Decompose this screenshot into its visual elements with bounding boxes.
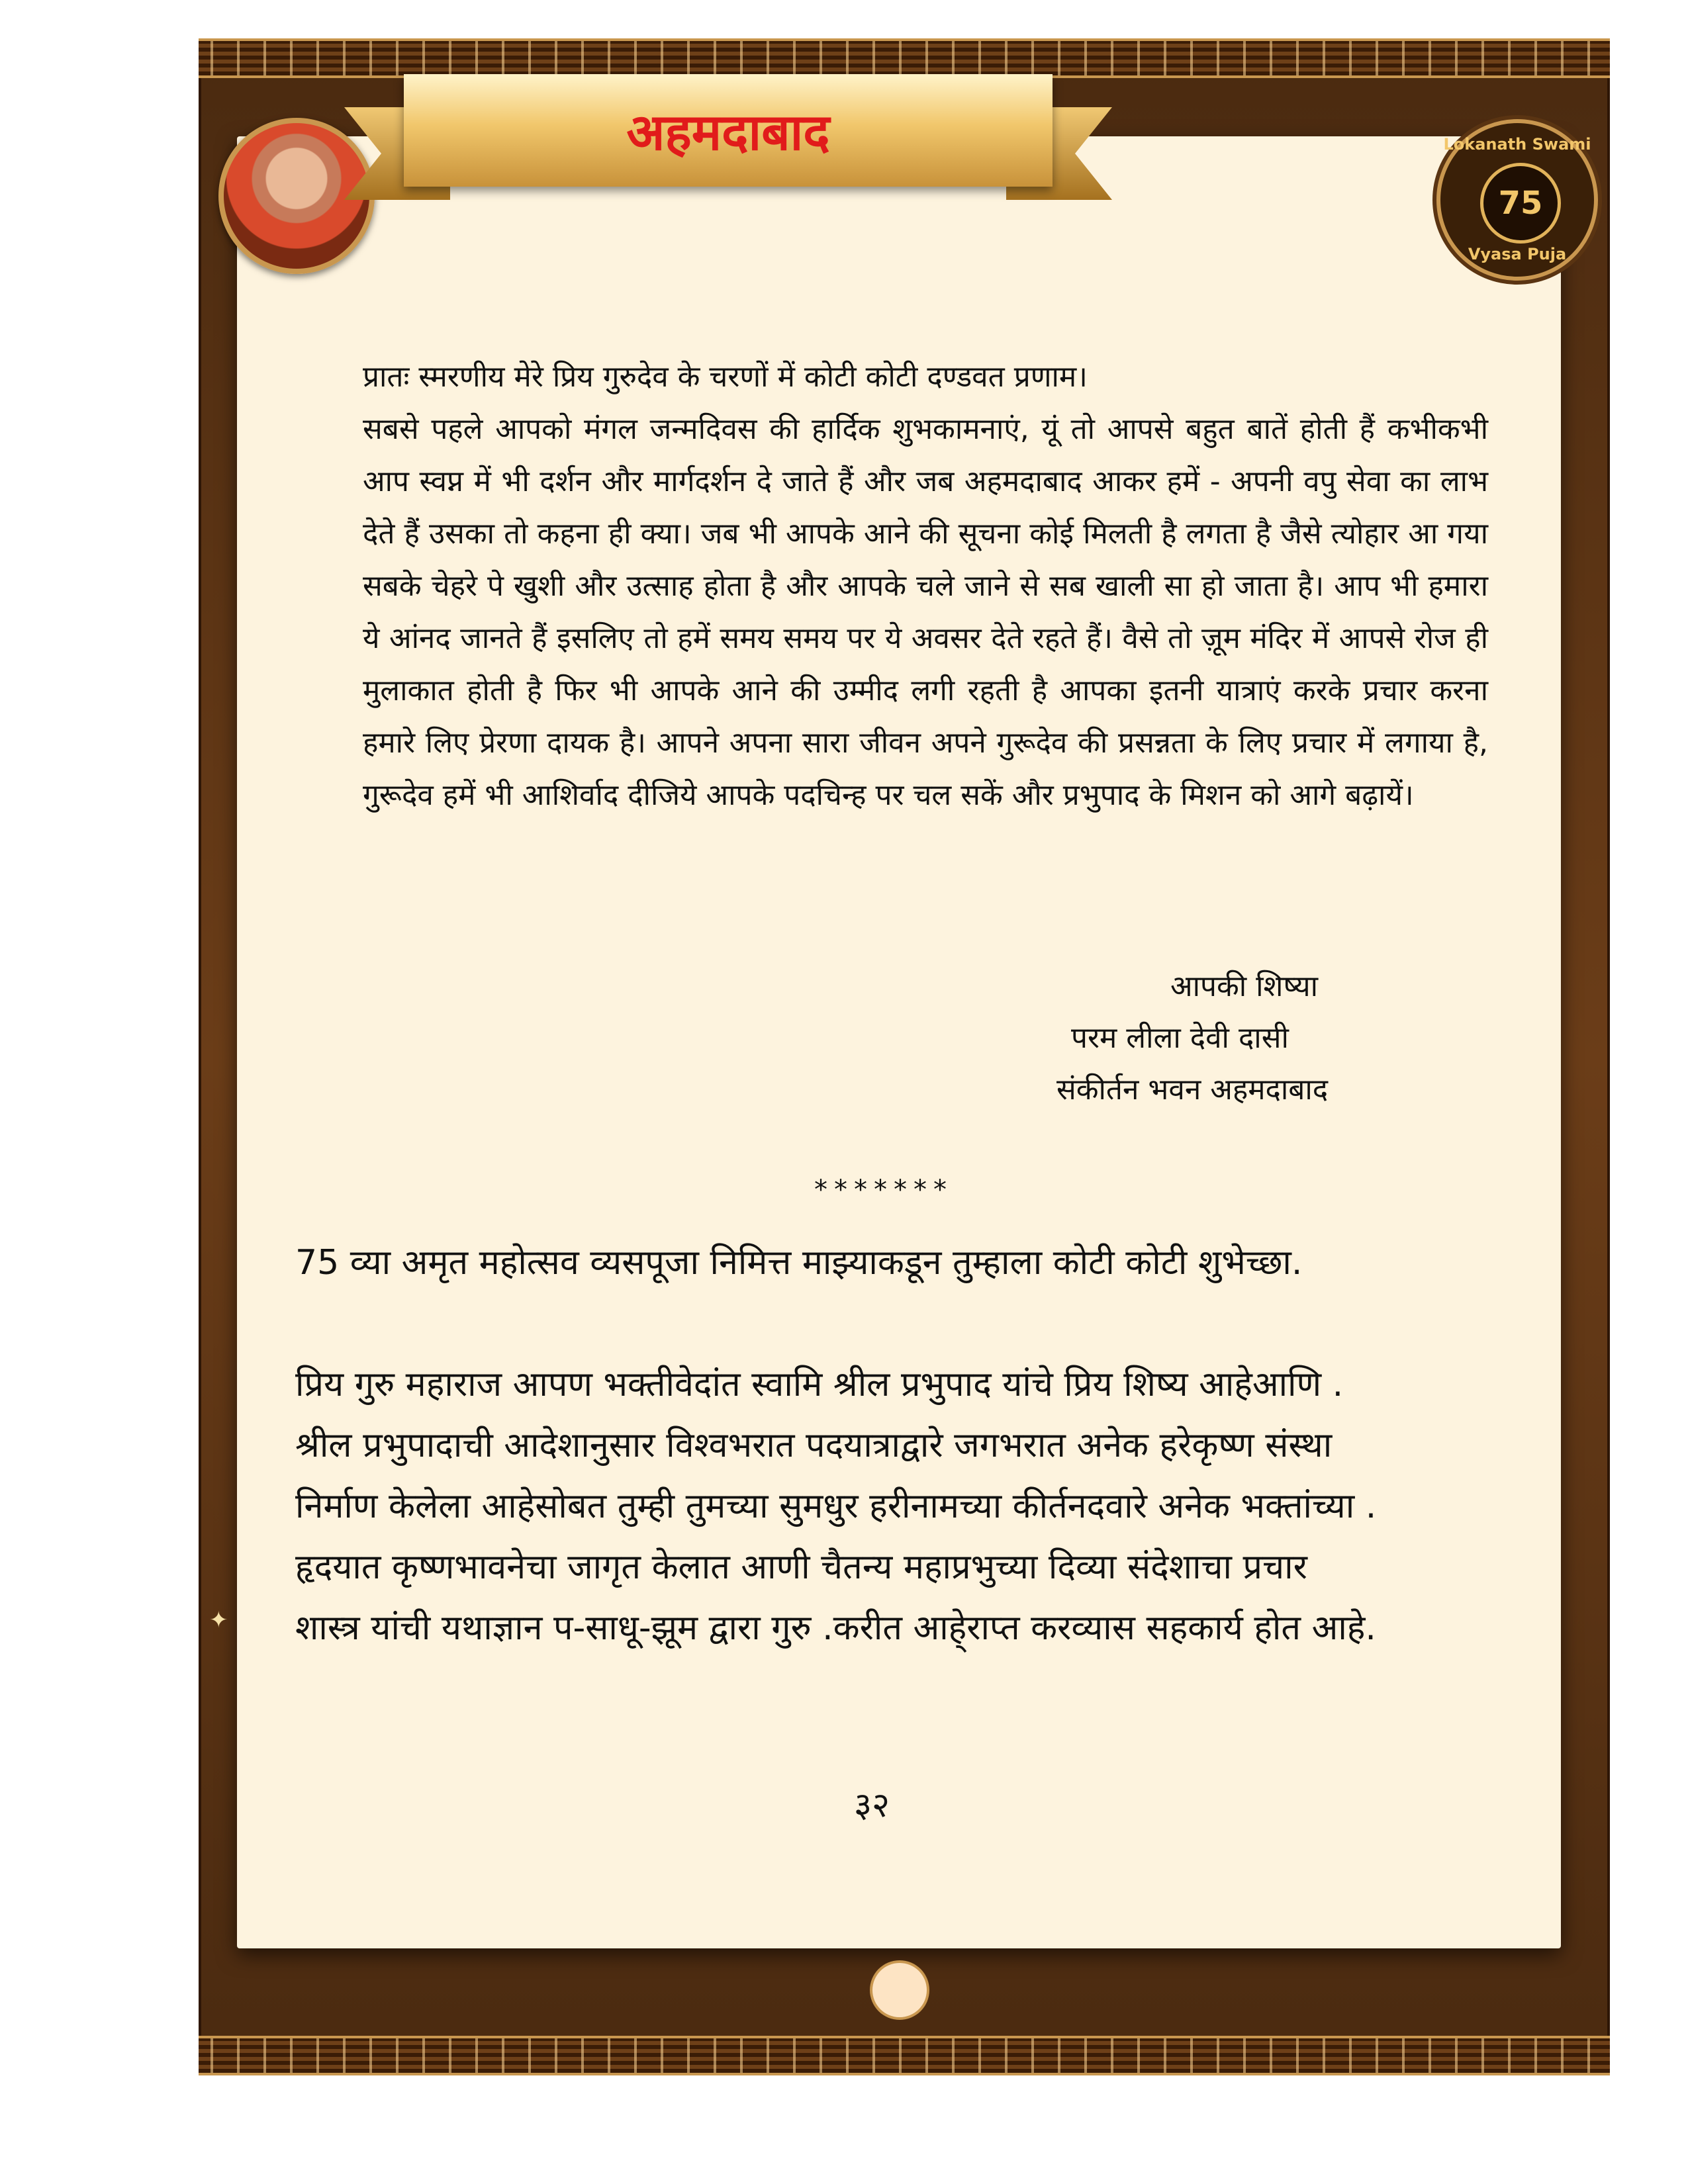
marathi-line: शास्त्र यांची यथाज्ञान प-साधू-झूम द्वारा गुरु .करीत आहे्राप्त करव्यास सहकार्य होत आहे. <box>295 1608 1376 1648</box>
ribbon-banner <box>404 74 1053 187</box>
marathi-heading: 75 व्या अमृत महोत्सव व्यसपूजा निमित्त माझ्याकडून तुम्हाला कोटी कोटी शुभेच्छा. <box>295 1243 1303 1283</box>
signature-line-3: संकीर्तन भवन अहमदाबाद <box>1056 1073 1329 1107</box>
signature-line-2: परम लीला देवी दासी <box>1071 1021 1289 1055</box>
marathi-line: निर्माण केलेला आहेसोबत तुम्ही तुमच्या सुमधुर हरीनामच्या कीर्तनदवारे अनेक भक्तांच्या . <box>295 1486 1377 1526</box>
signature-line-1: आपकी शिष्या <box>1170 970 1318 1003</box>
decorative-frame <box>199 38 1610 2075</box>
salutation: प्रातः स्मरणीय मेरे प्रिय गुरुदेव के चरणों में कोटी कोटी दण्डवत प्रणाम। <box>363 360 1088 394</box>
marathi-paragraph <box>295 1354 1489 1659</box>
sparkle-icon: ✦ <box>209 1607 228 1633</box>
separator: ******* <box>814 1175 953 1205</box>
badge-center <box>1480 163 1561 244</box>
vyasa-puja-75-badge <box>1436 119 1598 281</box>
hindi-letter <box>363 351 1488 821</box>
badge-top-text: Lokanath Swami <box>1443 135 1591 154</box>
letter-body: सबसे पहले आपको मंगल जन्मदिवस की हार्दिक शुभकामनाएं, यूं तो आपसे बहुत बातें होती हैं कभीकभी आप स्वप्न में भी दर्शन और मार्गदर्शन दे जाते हैं और जब अहमदाबाद आकर हमें - अपनी वपु सेवा का लाभ देते हैं उसका तो कहना ही क्या। जब भी आपके आने की सूचना कोई मिलती है लगता है जैसे त्योहार आ गया सबके चेहरे पे खुशी और उत्साह होता है और आपके चले जाने से सब खाली सा हो जाता है। आप भी हमारा ये आंनद जानते हैं इसलिए तो हमें समय समय पर ये अवसर देते रहते हैं। वैसे तो ज़ूम मंदिर में आपसे रोज ही मुलाकात होती है फिर भी आपके आने की उम्मीद लगी रहती है आपका इतनी यात्राएं करके प्रचार करना हमारे लिए प्रेरणा दायक है। आपने अपना सारा जीवन अपने गुरूदेव की प्रसन्नता के लिए प्रचार में लगाया है, गुरूदेव हमें भी आशिर्वाद दीजिये आपके पदचिन्ह पर चल सकें और प्रभुपाद के मिशन को आगे बढ़ायें। <box>363 412 1488 812</box>
badge-bottom-text: Vyasa Puja <box>1468 245 1567 263</box>
title-ribbon <box>391 61 1066 213</box>
ornamental-border-bottom <box>199 2036 1610 2075</box>
badge-number: 75 <box>1498 185 1543 222</box>
marathi-line: श्रील प्रभुपादाची आदेशानुसार विश्वभरात पदयात्राद्वारे जगभरात अनेक हरेकृष्ण संस्था <box>295 1426 1333 1465</box>
page-number: ३२ <box>854 1786 890 1825</box>
marathi-line: हृदयात कृष्णभावनेचा जागृत केलात आणी चैतन्य महाप्रभुच्या दिव्या संदेशाचा प्रचार <box>295 1547 1307 1587</box>
page-title: अहमदाबाद <box>626 102 830 161</box>
decorative-circle <box>872 1963 927 2017</box>
marathi-line: प्रिय गुरु महाराज आपण भक्तीवेदांत स्वामि श्रील प्रभुपाद यांचे प्रिय शिष्य आहेआणि . <box>295 1365 1344 1404</box>
